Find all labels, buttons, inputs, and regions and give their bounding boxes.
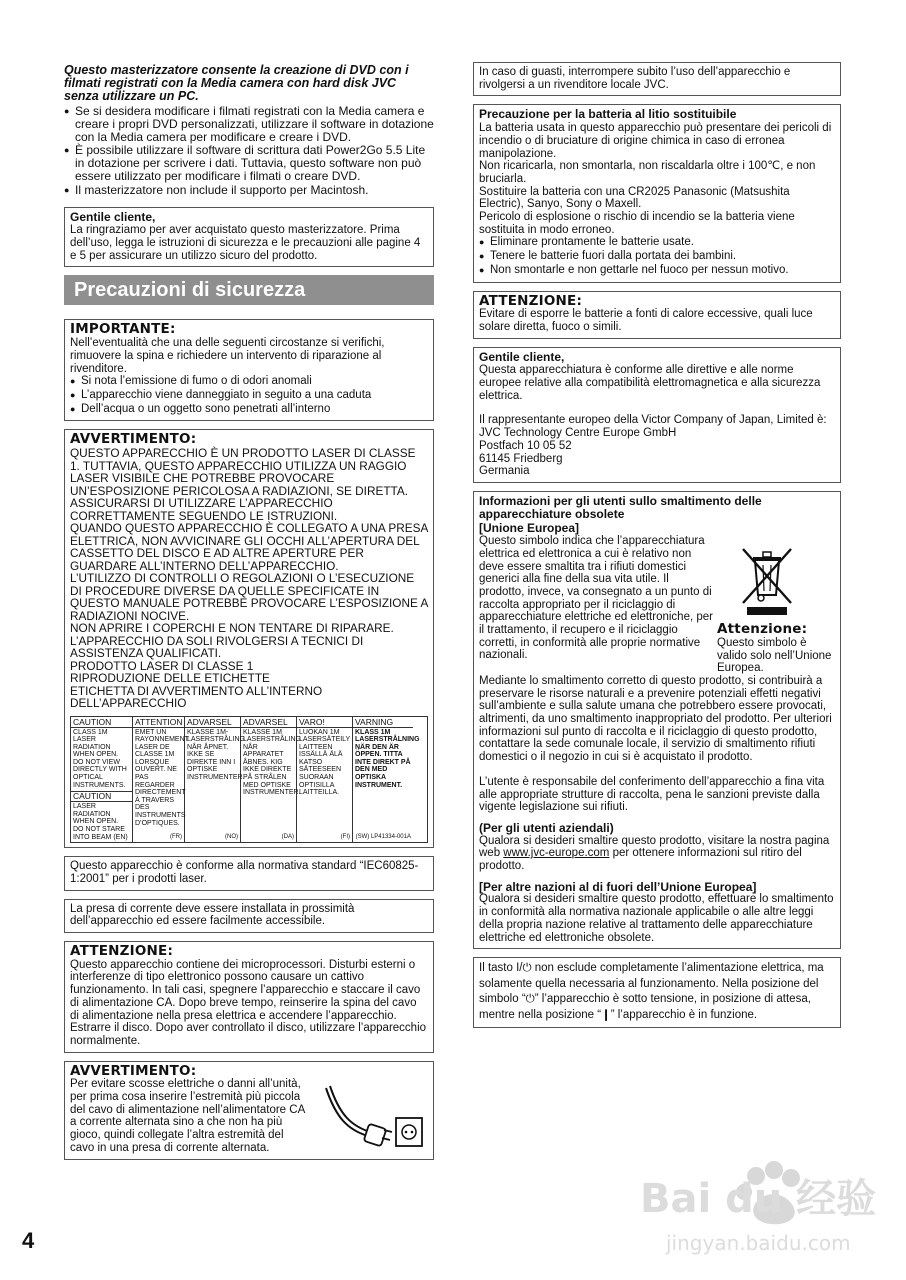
list-item: ● Se si desidera modificare i filmati registrati con la Media camera e creare i propri DVD personalizzati, utilizzare il software in dotazione con la Media camera per modificare e creare i DVD. (64, 105, 434, 143)
left-column (64, 62, 434, 1168)
label-cell (241, 716, 301, 843)
page-number: 4 (22, 1228, 35, 1253)
label-cell (353, 716, 420, 843)
box-heading: ATTENZIONE: (479, 292, 583, 309)
box-text: Evitare di esporre le batterie a fonti di calore eccessive, quali luce solare diretta, fuoco o simili. (479, 308, 813, 333)
avvertimento-laser-box (64, 429, 434, 848)
label-code: (DA) (281, 833, 294, 840)
gentile-cliente-box (64, 207, 434, 268)
attenzione-calore-box (473, 291, 841, 339)
label-cell (71, 717, 133, 843)
list-item: ● L’apparecchio viene danneggiato in seguito a una caduta (70, 389, 428, 402)
label-title: CAUTION (71, 718, 132, 728)
batteria-bullets (479, 236, 835, 276)
label-text: KLASSE 1M-LASERSTRÅLING NÅR ÅPNET. IKKE SE DIREKTE INN I OPTISKE INSTRUMENTER. (187, 728, 245, 782)
plug-illustration (310, 1078, 428, 1154)
box-text: L’utente è responsabile del conferimento dell’apparecchio a fina vita alle appropriate strutture di raccolta, pena le sanzioni previste dalla vigente legislazione sui rifiuti. (479, 775, 825, 814)
box-text: Non ricaricarla, non smontarla, non riscaldarla oltre i 100℃, e non bruciarla. (479, 160, 816, 185)
list-item: ● Tenere le batterie fuori dalla portata dei bambini. (479, 250, 835, 263)
warning-line: NON APRIRE I COPERCHI E NON TENTARE DI RIPARARE. L’APPARECCHIO DA SOLI RIVOLGERSI A TECNICI DI ASSISTENZA QUALIFICATI. (70, 621, 394, 661)
label-code: (NO) (225, 833, 238, 840)
box-text: Mediante lo smaltimento corretto di questo prodotto, si contribuirà a preservare le risorse naturali e a prevenire potenziali effetti negativi sull’ambiente e sulla salute umana che potrebbero essere provocati, altrimenti, da uno smaltimento inappropriato del prodotto. Per ulteriori informazioni sul punto di raccolta e il riciclaggio di questo prodotto, contattare la sede comunale locale, il servizio di smaltimento rifiuti domestici o il negozio in cui si è acquistato il prodotto. (479, 674, 832, 764)
tasto-box (473, 957, 841, 1028)
label-title: ATTENTION (135, 716, 183, 727)
guasti-box (473, 62, 841, 96)
box-text: Questo simbolo indica che l’apparecchiatura elettrica ed elettronica a cui è relativo non deve essere smaltita tra i rifiuti domestici generici alla fine della sua vita utile. Il prodotto, invece, va consegnato a un punto di raccolta appropriato per il riciclaggio di apparecchiature elettriche ed elettroniche, per il trattamento, il recupero e il riciclaggio corretti, in conformità alle proprie normative nazionali. (479, 535, 713, 662)
laser-warning-text (70, 447, 428, 710)
warning-line: RIPRODUZIONE DELLE ETICHETTE (70, 671, 270, 686)
list-item: ● Eliminare prontamente le batterie usate. (479, 236, 835, 249)
importante-bullets (70, 375, 428, 415)
box-text: Sostituire la batteria con una CR2025 Panasonic (Matsushita Electric), Sanyo, Sony o Maxell. (479, 185, 790, 211)
address-line: JVC Technology Centre Europe GmbH (479, 427, 677, 440)
label-title: VARO! (297, 718, 352, 728)
label-title: ADVARSEL (185, 718, 240, 728)
box-text (479, 835, 835, 873)
warning-line: PRODOTTO LASER DI CLASSE 1 (70, 658, 254, 673)
box-heading: AVVERTIMENTO: (70, 1062, 197, 1079)
sub-heading: (Per gli utenti aziendali) (479, 820, 614, 835)
text-span: per ottenere informazioni sul ritiro del prodotto. (479, 847, 802, 873)
watermark-url: jingyan.baidu.com (666, 1231, 851, 1255)
warning-line: QUANDO QUESTO APPARECCHIO È COLLEGATO A UNA PRESA ELETTRICA, NON AVVICINARE GLI OCCHI ALL’APERTURA DEL CASSETTO DEL DISCO E AD ALTRE APERTURE PER GUARDARE ALL’INTERNO DELL’APPARECCHIO. (70, 521, 428, 573)
sub-heading: [Per altre nazioni al di fuori dell’Unione Europea] (479, 879, 757, 894)
intro-title: Questo masterizzatore consente la creazione di DVD con i filmati registrati con la Media camera con hard disk JVC senza utilizzare un PC. (64, 63, 409, 103)
warning-line: ETICHETTA DI AVVERTIMENTO ALL’INTERNO DELL’APPARECCHIO (70, 683, 323, 711)
right-column (473, 62, 841, 1036)
weee-figure (713, 535, 835, 675)
icon-note-text: Questo simbolo è valido solo nell’Unione Europea. (717, 636, 832, 675)
text-span: Qualora si desideri smaltire questo prodotto, visitare la nostra pagina web (479, 834, 830, 860)
section-title: Precauzioni di sicurezza (64, 275, 434, 305)
label-text: LUOKAN 1M LASERSÄTEILY LAITTEEN ISSÄLLÄ ÄLÄ KATSO SÄTEESEEN SUORAAN OPTISILLA LAITTEILLA. (299, 728, 351, 797)
box-heading: AVVERTIMENTO: (70, 431, 197, 448)
label-text: CLASS 1M LASER RADIATION WHEN OPEN. DO NOT VIEW DIRECTLY WITH OPTICAL INSTRUMENTS. (73, 728, 127, 789)
box-text: Il tasto I/⏻ non esclude completamente l’alimentazione elettrica, ma solamente quella necessaria al funzionamento. Nella posizione del simbolo “⏻” l’apparecchio è sotto tensione, in posizione di attesa, mentre nella posizione “❙” l’apparecchio è in funzione. (479, 962, 824, 1021)
box-text: Qualora si desideri smaltire questo prodotto, effettuare lo smaltimento in conformità alla normativa nazionale applicabile o alle altre leggi della propria nazione relative al trattamento delle apparecchiature elettriche ed elettroniche obsolete. (479, 893, 834, 944)
box-heading: Gentile cliente, (479, 349, 565, 364)
ue-split (479, 535, 835, 675)
box-heading: IMPORTANTE: (70, 321, 176, 338)
baidu-watermark (636, 1150, 876, 1270)
label-cell (133, 716, 189, 843)
list-item: ● Non smontarle e non gettarle nel fuoco per nessun motivo. (479, 264, 835, 277)
box-text: Questo apparecchio contiene dei microprocessori. Disturbi esterni o interferenze di tipo elettronico possono causare un cattivo funzionamento. In tali casi, spegnere l’apparecchio e staccare il cavo di alimentazione CA. Dopo breve tempo, reinserire la spina del cavo di alimentazione nella presa elettrica e accendere l’apparecchio. Estrarre il disco. Dopo aver controllato il disco, utilizzare l’apparecchio normalmente. (70, 958, 427, 1047)
box-text: Questa apparecchiatura è conforme alle direttive e alle norme europee relative alla compatibilità elettromagnetica e alla sicurezza elettrica. (479, 364, 821, 402)
power-plug-icon (318, 1078, 428, 1158)
box-heading: ATTENZIONE: (70, 943, 174, 960)
label-cell (185, 716, 245, 843)
box-text: Nell’eventualità che una delle seguenti circostanze si verifichi, rimuovere la spina e richiedere un intervento di riparazione al rivenditore. (70, 337, 385, 375)
address-line: Germania (479, 465, 530, 478)
label-title: VARNING (353, 718, 413, 728)
smaltimento-box (473, 491, 841, 949)
box-text: La ringraziamo per aver acquistato questo masterizzatore. Prima dell’uso, legga le istruzioni di sicurezza e le precauzioni alle pagine 4 e 5 per assicurare un utilizzo sicuro del prodotto. (70, 224, 421, 262)
label-code: (FI) (340, 833, 350, 840)
label-text: KLASSE 1M LASERSTRÅLING NÅR APPARATET ÅBNES. KIG IKKE DIREKTE PÅ STRÅLEN MED OPTISKE INSTRUMENTER. (243, 728, 301, 797)
box-text: La presa di corrente deve essere installata in prossimità dell’apparecchio ed essere facilmente accessibile. (70, 902, 355, 928)
label-text: LASER RADIATION WHEN OPEN. DO NOT STARE INTO BEAM (EN) (73, 803, 128, 841)
list-item: ● Si nota l’emissione di fumo o di odori anomali (70, 375, 428, 388)
box-heading: Gentile cliente, (70, 209, 156, 224)
gentile-cliente-2-box (473, 347, 841, 483)
box-text: Per evitare scosse elettriche o danni all’unità, per prima cosa inserire l’estremità più piccola del cavo di alimentazione nell’alimentatore CA a corrente alternata sino a che non ha più gioco, quindi collegate l’altra estremità del cavo in una presa di corrente alternata. (70, 1078, 305, 1154)
watermark-logo: Bai du 经验 (640, 1176, 876, 1222)
paw-logo-icon (636, 1150, 876, 1270)
box-heading: Precauzione per la batteria al litio sostituibile (479, 107, 737, 122)
jvc-europe-link[interactable]: www.jvc-europe.com (503, 847, 610, 860)
laser-label-reproduction (70, 716, 428, 844)
attenzione-micro-box (64, 941, 434, 1053)
box-text: Il rappresentante europeo della Victor Company of Japan, Limited è: (479, 414, 827, 427)
box-text: In caso di guasti, interrompere subito l’uso dell’apparecchio e rivolgersi a un rivenditore locale JVC. (479, 66, 791, 91)
label-cell (297, 717, 353, 843)
spina-content (70, 1078, 428, 1154)
box-text: Questo apparecchio è conforme alla normativa standard “IEC60825-1:2001” per i prodotti laser. (70, 860, 419, 885)
intro-bullets (64, 105, 434, 197)
label-title: CAUTION (71, 791, 132, 802)
label-text: EMET UN RAYONNEMENT LASER DE CLASSE 1M LORSQUE OUVERT. NE PAS REGARDER DIRECTEMENT À TRAVERS DES INSTRUMENTS D’OPTIQUES. (135, 728, 189, 827)
box-heading: Informazioni per gli utenti sullo smaltimento delle apparecchiature obsolete (479, 493, 762, 521)
list-item: ● Il masterizzatore non include il supporto per Macintosh. (64, 184, 434, 197)
warning-line: QUESTO APPARECCHIO È UN PRODOTTO LASER DI CLASSE 1. TUTTAVIA, QUESTO APPARECCHIO UTILIZZA UN RAGGIO LASER VISIBILE CHE POTREBBE PROVOCARE UN’ESPOSIZIONE PERICOLOSA A RADIAZIONI, SE DIRETTA. ASSICURARSI DI UTILIZZARE L’APPARECCHIO CORRETTAMENTE SEGUENDO LE ISTRUZIONI. (70, 446, 416, 523)
avvertimento-spina-box (64, 1061, 434, 1160)
importante-box (64, 319, 434, 421)
icon-note-title: Attenzione: (717, 621, 808, 638)
presa-corrente-box (64, 899, 434, 933)
label-title: ADVARSEL (241, 718, 296, 728)
list-item: ● Dell’acqua o un oggetto sono penetrati all’interno (70, 403, 428, 416)
label-code: (SW) LP41334-001A (355, 833, 411, 840)
address-line: 61145 Friedberg (479, 452, 563, 465)
box-text: La batteria usata in questo apparecchio può presentare dei pericoli di incendio o di bruciature di origine chimica in caso di erronea manipolazione. (479, 122, 832, 160)
conforme-laser-box (64, 856, 434, 890)
address-line: Postfach 10 05 52 (479, 439, 572, 452)
batteria-box (473, 104, 841, 282)
label-code: (FR) (170, 833, 182, 840)
label-text: KLASS 1M LASERSTRÅLNING NÄR DEN ÄR ÖPPEN. TITTA INTE DIREKT PÅ DEN MED OPTISKA INSTRUMENT. (355, 728, 420, 789)
crossed-bin-icon (733, 543, 803, 619)
sub-heading: [Unione Europea] (479, 521, 580, 536)
warning-line: L’UTILIZZO DI CONTROLLI O REGOLAZIONI O L’ESECUZIONE DI PROCEDURE DIVERSE DA QUELLE SPECIFICATE IN QUESTO MANUALE POTREBBE PROVOCARE L’ESPOSIZIONE A RADIAZIONI NOCIVE. (70, 571, 428, 623)
box-text: Pericolo di esplosione o rischio di incendio se la batteria viene sostituita in modo erroneo. (479, 211, 795, 236)
list-item: ● È possibile utilizzare il software di scrittura dati Power2Go 5.5 Lite in dotazione per scrivere i dati. Tuttavia, questo software non può essere utilizzato per modificare i filmati o creare DVD. (64, 144, 434, 182)
